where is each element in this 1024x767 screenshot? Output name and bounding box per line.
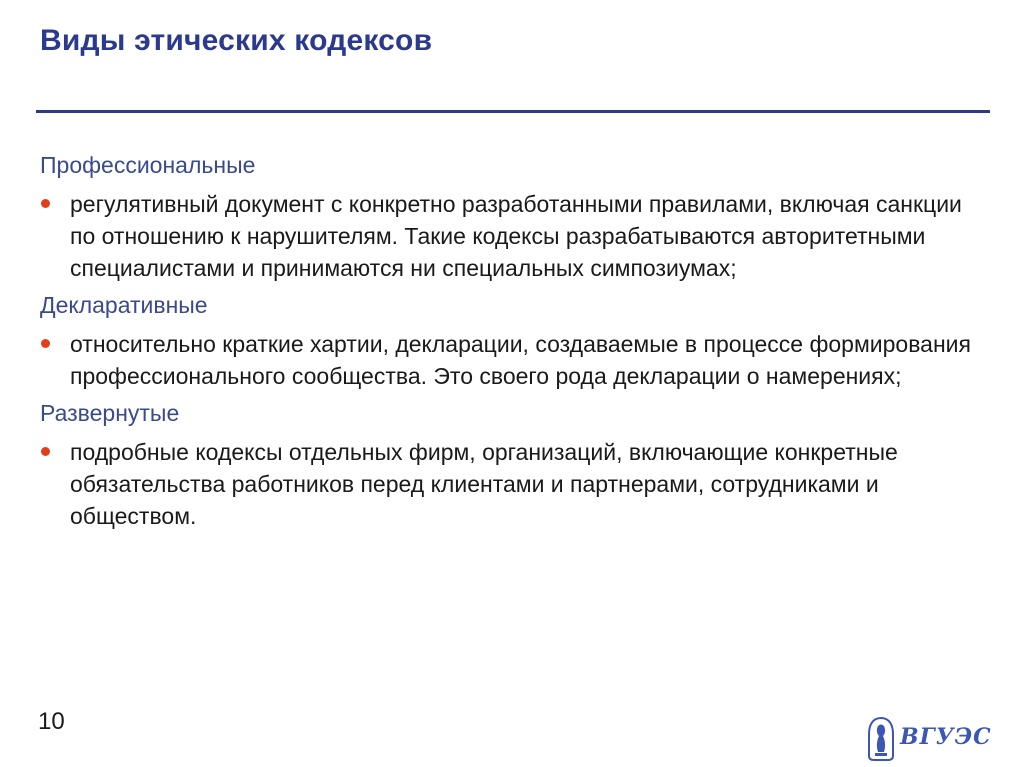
- bullet-text: относительно краткие хартии, декларации, создаваемые в процессе формирования профессионального сообщества. Это своего рода декларации о намерениях;: [70, 331, 971, 389]
- logo-text: ВГУЭС: [900, 724, 992, 750]
- university-logo: [866, 716, 992, 762]
- bullet-item: [40, 436, 990, 532]
- section-declarative: [40, 290, 990, 392]
- bullet-text: регулятивный документ с конкретно разработанными правилами, включая санкции по отношению к нарушителям. Такие кодексы разрабатываются авторитетными специалистами и принимаются ни специальных симпозиумах;: [70, 191, 962, 281]
- bullet-item: [40, 188, 990, 284]
- bullet-text: подробные кодексы отдельных фирм, организаций, включающие конкретные обязательства работников перед клиентами и партнерами, сотрудниками и обществом.: [70, 439, 898, 529]
- section-heading: Развернутые: [40, 400, 180, 426]
- section-heading: Профессиональные: [40, 152, 256, 178]
- section-heading: Декларативные: [40, 292, 208, 318]
- section-professional: [40, 150, 990, 284]
- slide-title: Виды этических кодексов: [40, 24, 433, 57]
- bullet-dot-icon: [41, 199, 50, 208]
- title-divider: [36, 110, 990, 113]
- bullet-dot-icon: [41, 339, 50, 348]
- slide-content: [40, 150, 990, 538]
- page-number: 10: [38, 708, 65, 735]
- section-detailed: [40, 398, 990, 532]
- bullet-item: [40, 328, 990, 392]
- emblem-icon: [866, 716, 896, 762]
- bullet-dot-icon: [41, 447, 50, 456]
